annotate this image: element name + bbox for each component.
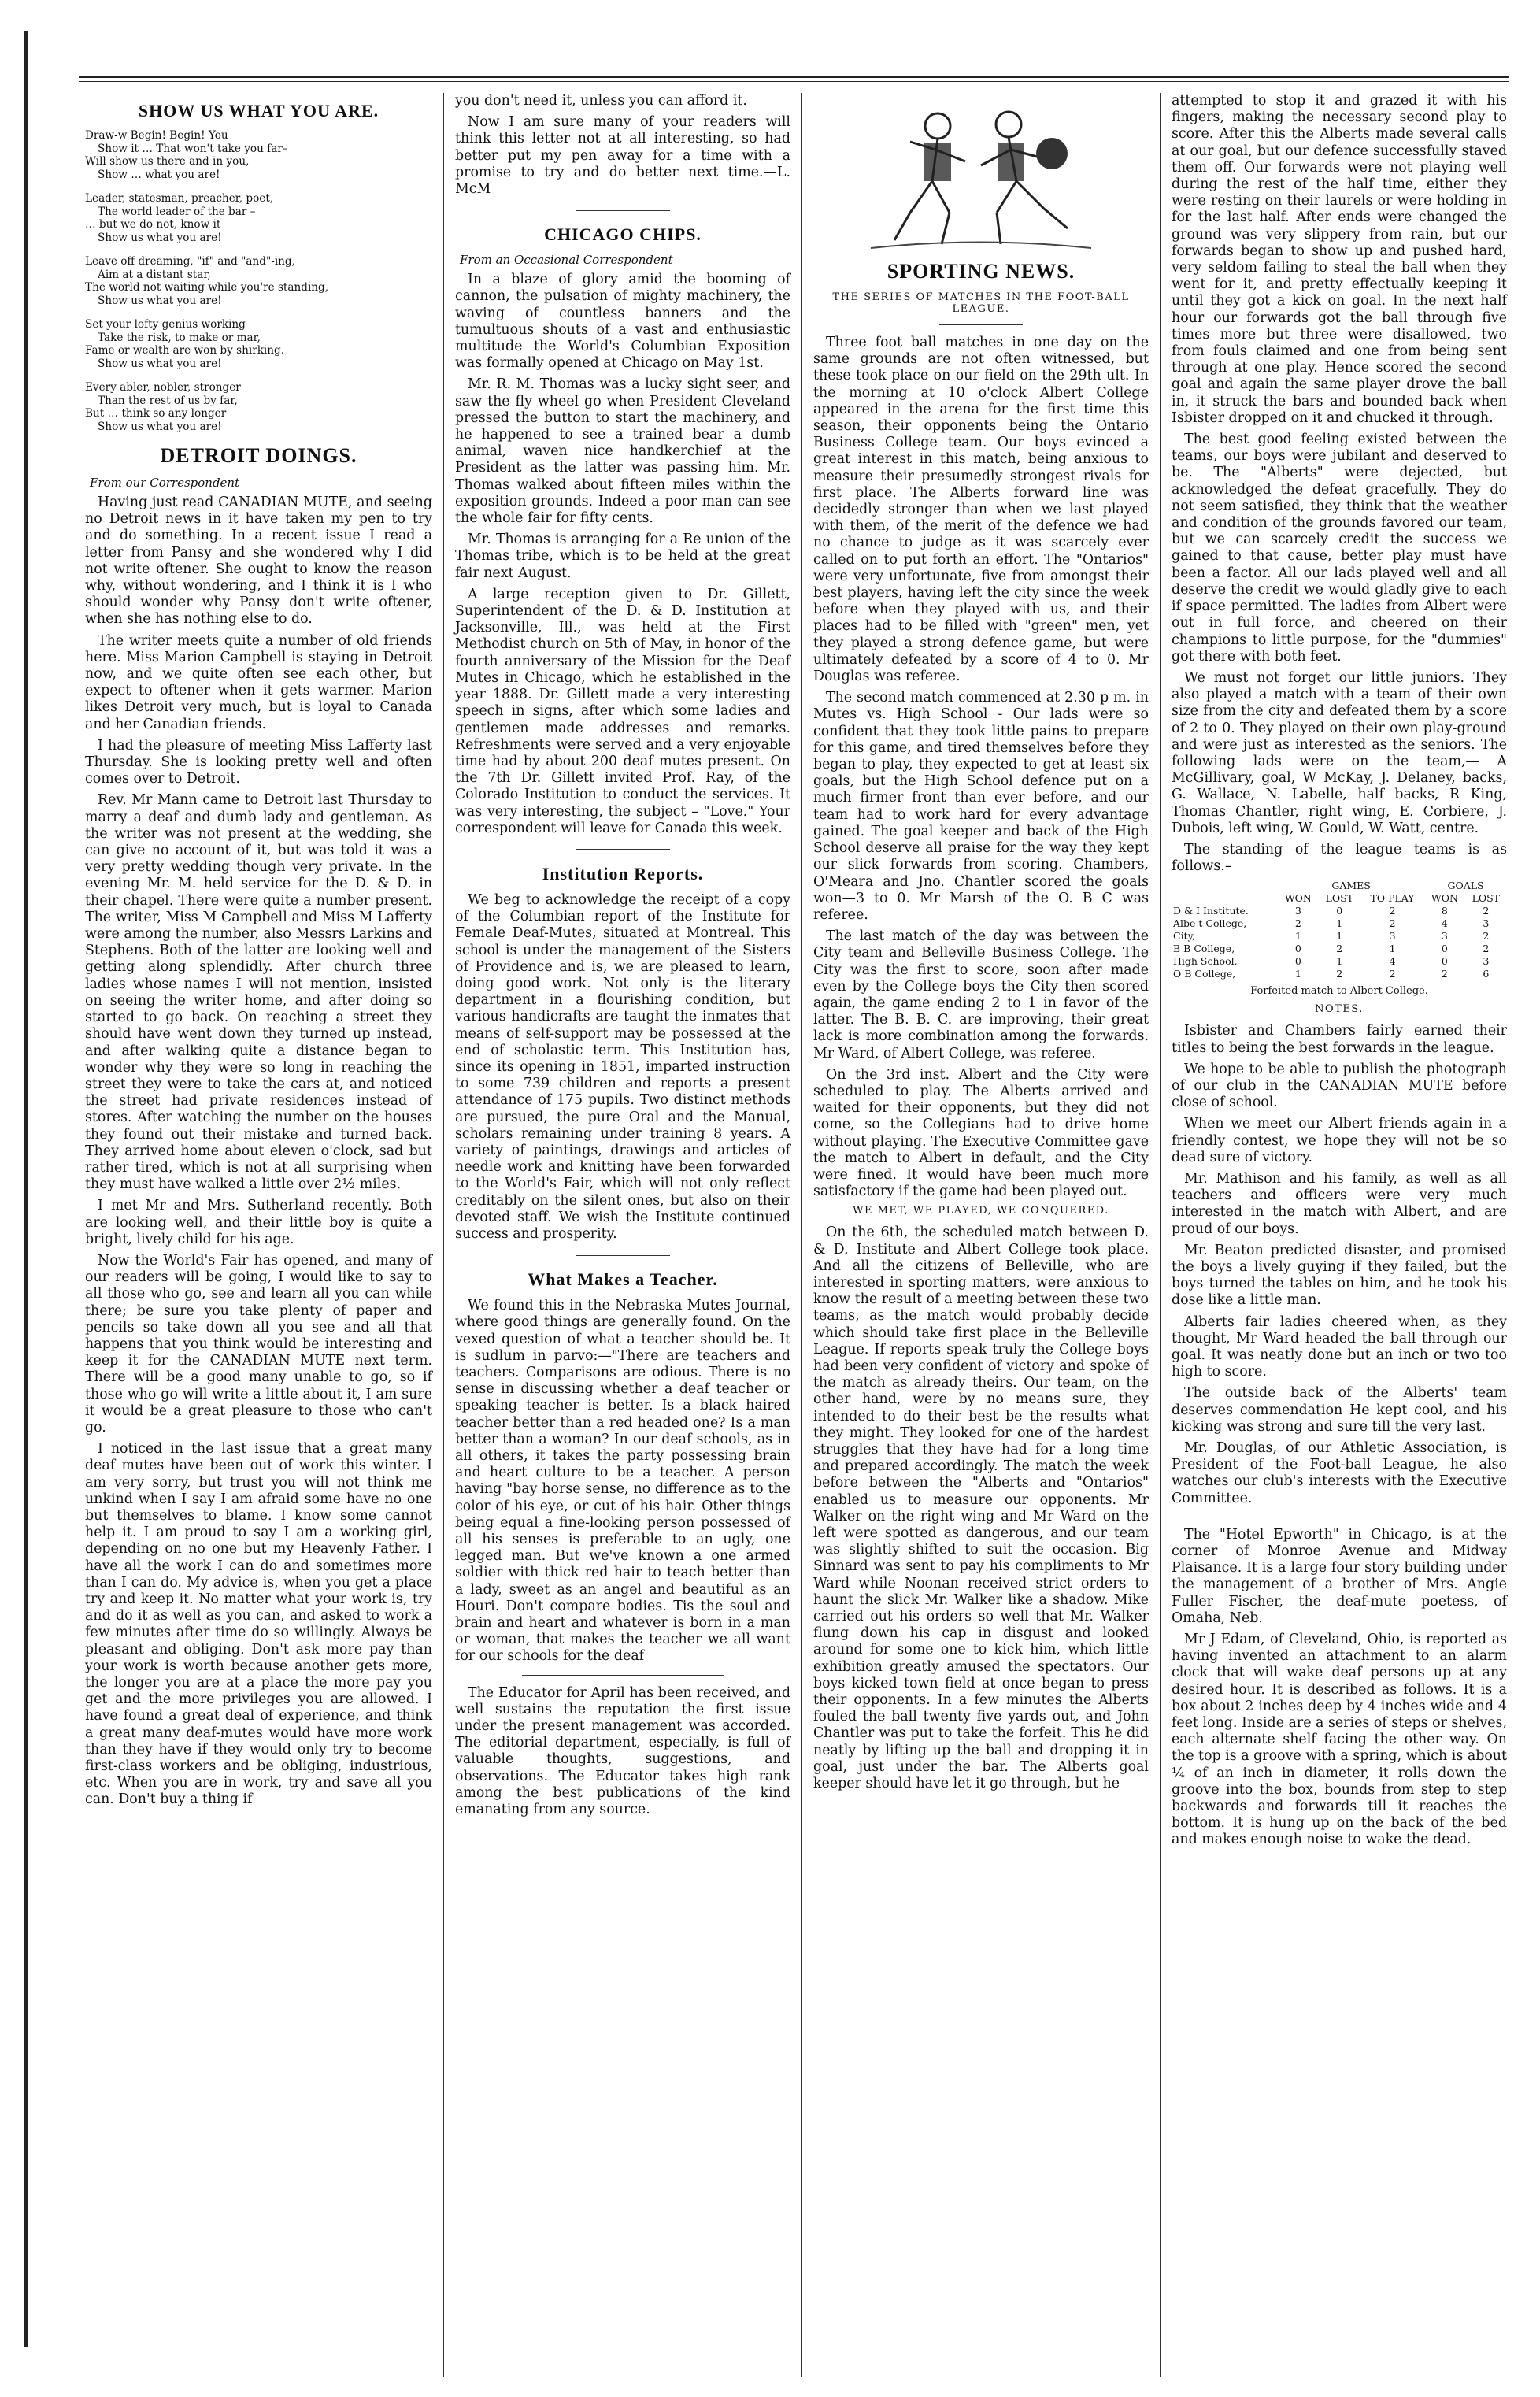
poem-line: Every abler, nobler, stronger bbox=[85, 381, 241, 394]
table-cell: 3 bbox=[1441, 930, 1448, 943]
poem-line: The world not waiting while you're standing, bbox=[85, 281, 329, 294]
team-name-cell: O B College, bbox=[1173, 968, 1236, 980]
poem-line: Set your lofty genius working bbox=[85, 318, 246, 331]
table-cell: 2 bbox=[1389, 968, 1396, 980]
column-3 bbox=[801, 93, 1160, 2377]
article-paragraph: I met Mr and Mrs. Sutherland recently. Both are looking well, and their little boy is quite a bright, lively child for his age. bbox=[85, 1198, 432, 1247]
poem-stanza bbox=[85, 129, 432, 181]
table-cell: 0 bbox=[1294, 955, 1301, 968]
poem-line: Leave off dreaming, "if" and "and"-ing, bbox=[85, 255, 295, 268]
article-paragraph: Isbister and Chambers fairly earned their titles to being the best forwards in the league. bbox=[1172, 1023, 1507, 1056]
section-separator bbox=[455, 842, 790, 856]
institution-title: Institution Reports. bbox=[542, 863, 704, 884]
article-paragraph: Alberts fair ladies cheered when, as they thought, Mr Ward headed the ball through our goal. It was neatly done but an inch or two too high to score. bbox=[1172, 1313, 1507, 1380]
article-paragraph: We found this in the Nebraska Mutes Journal, where good things are generally found. On the vexed question of what a teacher should be. It is sudlum in parvo:—"There are teachers and teachers. Comparisons are odious. There is no sense in discussing whether a deaf teacher or speaking teacher is better. Is a black haired teacher better than a red headed one? Is a man better than a woman? In our deaf schools, as in all others, it takes the party possessing brain and heart culture to be a teacher. A person having "bay horse sense, no difference as to the color of his eye, or cut of his hair. Other things being equal a fine-looking person possessed of all his senses is preferable to an ugly, one legged man. But we've known a one armed soldier with thick red hair to teach better than a lady, sweet as an angel and beautiful as an Houri. Don't compare bodies. Tis the soul and brain and heart and whatever is born in a man or woman, that makes the teacher we all want for our schools for the deaf bbox=[455, 1298, 790, 1665]
table-cell: 1 bbox=[1294, 968, 1301, 980]
article-paragraph: On the 6th, the scheduled match between D. & D. Institute and Albert College took place. And all the citizens of Belleville, who are interested in sporting matters, were anxious to know the result of a meeting between these two teams, as the match would probably decide which should take first place in the Belleville League. If reports speak truly the College boys had been very confident of victory and spoke of the match as already theirs. Our team, on the other hand, were by no means sure, they intended to do their best be the results what they might. They looked for one of the hardest struggles that they have had for a long time and prepared accordingly. The match the week before between the "Alberts and "Ontarios" enabled us to measure our opponents. Mr Walker on the right wing and Mr Ward on the left were spotted as dangerous, and our team was slightly shifted to suit the occasion. Big Sinnard was sent to pay his compliments to Mr Ward while Noonan received strict orders to haunt the slick Mr. Walker like a shadow. Mike carried out his orders so well that Mr. Walker flung down his cap in disgust and looked around for some one to kick him, which little exhibition greatly amused the spectators. Our boys kicked town field at once began to press their opponents. In a few minutes the Alberts fouled the ball twenty five yards out, and John Chantler was put to take the forfeit. This he did neatly by lifting up the ball and dropping it in goal, just under the bar. The Alberts goal keeper should have let it go through, but he bbox=[813, 1224, 1149, 1792]
table-cell: 1 bbox=[1294, 930, 1301, 943]
team-name-cell: D & I Institute. bbox=[1173, 905, 1249, 917]
article-paragraph: The writer meets quite a number of old friends here. Miss Marion Campbell is staying in Detroit now, and we quite often see each other, but expect to oftener when it gets warmer. Marion likes Detroit very much, but is loyal to Canada and her Canadian friends. bbox=[85, 632, 432, 732]
article-paragraph: Mr. R. M. Thomas was a lucky sight seer, and saw the fly wheel go when President Cleveland pressed the button to start the machinery, and he happened to see a trained bear a dumb animal, waven nice handkerchief at the President as the latter was passing him. Mr. Thomas walked about fifteen miles within the exposition grounds. Indeed a poor man can see the whole fair for fifty cents. bbox=[455, 376, 790, 527]
league-standings-table bbox=[1172, 880, 1507, 980]
article-paragraph: I had the pleasure of meeting Miss Lafferty last Thursday. She is looking pretty well and often comes over to Detroit. bbox=[85, 737, 432, 787]
poem-stanza bbox=[85, 381, 432, 433]
article-paragraph: you don't need it, unless you can afford it. bbox=[455, 93, 747, 109]
table-header: WON bbox=[1431, 892, 1458, 905]
header-rule bbox=[79, 76, 1509, 78]
table-cell: 8 bbox=[1441, 905, 1448, 917]
page-edge-rule bbox=[24, 31, 28, 2347]
table-cell: 3 bbox=[1483, 917, 1490, 930]
column-4 bbox=[1160, 93, 1518, 2377]
table-cell: 2 bbox=[1483, 930, 1490, 943]
article-paragraph: The last match of the day was between the City team and Belleville Business College. The City was the first to score, soon after made even by the College boys the City then scored again, the game ending 2 to 1 in favor of the latter. The B. B. C. are improving, their great lack is more combination among the forwards. Mr Ward, of Albert College, was referee. bbox=[813, 928, 1149, 1061]
table-cell: 6 bbox=[1483, 968, 1490, 980]
table-cell: 3 bbox=[1294, 905, 1301, 917]
section-separator bbox=[522, 1675, 724, 1676]
section-separator bbox=[455, 202, 790, 217]
poem-line: Take the risk, to make or mar, bbox=[98, 331, 261, 344]
article-paragraph: The best good feeling existed between the teams, our boys were jubilant and deserved to be. The "Alberts" were dejected, but acknowledged the defeat gracefully. They do not seem satisfied, they think that the weather and condition of the grounds favored our team, but we can scarcely credit the success we gained to that cause, better play must have been a factor. All our lads played well and all deserve the credit we would gladly give to each if space permitted. The ladies from Albert were out in full force, and cheered on their champions to little purpose, for the "dummies" got there with both feet. bbox=[1172, 432, 1507, 665]
chicago-byline: From an Occasional Correspondent bbox=[460, 253, 673, 268]
poem-line: Show us what you are! bbox=[98, 420, 222, 433]
table-row bbox=[1172, 955, 1507, 968]
article-paragraph: Having just read CANADIAN MUTE, and seeing no Detroit news in it have taken my pen to try and do something. In a recent issue I read a letter from Pansy and she wondered why I did not write oftener. She ought to know the reason why, without wondering, and I think it is I who should wonder why Pansy don't write oftener, when she has nothing else to do. bbox=[85, 495, 432, 628]
article-paragraph: The standing of the league teams is as follows.– bbox=[1172, 841, 1507, 875]
article-paragraph: A large reception given to Dr. Gillett, Superintendent of the D. & D. Institution at Jacksonville, Ill., was held at the First Methodist church on 5th of May, in honor of the fourth anniversary of the Mission for the Deaf Mutes in Chicago, which he established in the year 1888. Dr. Gillett made a very interesting speech in signs, after which some ladies and gentlemen made addresses and remarks. Refreshments were served and a very enjoyable time had by about 200 deaf mutes present. On the 7th Dr. Gillett invited Prof. Ray, of the Colorado Institution to conduct the services. It was very interesting, the subject – "Love." Your correspondent will leave for Canada this week. bbox=[455, 586, 790, 836]
poem-stanza bbox=[85, 192, 432, 244]
table-cell: 4 bbox=[1441, 917, 1448, 930]
poem-stanza bbox=[85, 255, 432, 307]
article-paragraph: In a blaze of glory amid the booming of cannon, the pulsation of mighty machinery, the waving of countless banners and the tumultuous shouts of a vast and enthusiastic multitude the World's Columbian Exposition was formally opened at Chicago on May 1st. bbox=[455, 272, 790, 372]
team-name-cell: Albe t College, bbox=[1173, 917, 1247, 930]
article-paragraph: I noticed in the last issue that a great many deaf mutes have been out of work this winter. I am very sorry, but trust you will not think me unkind when I say I am afraid some have no one but themselves to blame. I know some cannot help it. I am proud to say I am a working girl, depending on no one but my Heavenly Father. I have all the work I can do and sometimes more than I can do. My advice is, when you get a place try and keep it. No matter what your work is, try and do it as well as you can, and asked to work a few minutes after time do so willingly. Always be pleasant and obliging. Don't ask more pay than your work is worth because another gets more, the longer you are at a place the more pay you get and the more privileges you are allowed. I have found a great deal of experience, and think a great many deaf-mutes would have more work than they have if they would only try to become first-class workers and be obliging, industrious, etc. When you are in work, try and save all you can. Don't buy a thing if bbox=[85, 1441, 432, 1808]
article-paragraph: Three foot ball matches in one day on the same grounds are not often witnessed, but these took place on our field on the 29th ult. In the morning at 10 o'clock Albert College appeared in the arena for the first time this season, their opponents being the Ontario Business College team. Our boys evinced a great interest in this match, being anxious to measure their presumedly strongest rivals for first place. The Alberts forward line was decidedly stronger than when we last played with them, of the merit of the defence we had no chance to judge as it was scarcely ever called on to put forth an effort. The "Ontarios" were very unfortunate, five from amongst their best players, having left the city since the week before when they played with us, and their places had to be filled with "green" men, yet they played a strong defence game, but were ultimately defeated by a score of 4 to 0. Mr Douglas was referee. bbox=[813, 335, 1149, 685]
table-group-header: GOALS bbox=[1447, 880, 1484, 892]
notes-title: NOTES. bbox=[1315, 1003, 1364, 1016]
article-paragraph: Mr. Mathison and his family, as well as all teachers and officers were very much interested in the match with Albert, and are proud of our boys. bbox=[1172, 1170, 1507, 1237]
table-header: TO PLAY bbox=[1370, 892, 1415, 905]
article-paragraph: The Educator for April has been received, and well sustains the reputation the first issue under the present management was accorded. The editorial department, especially, is full of valuable thoughts, suggestions, and observations. The Educator takes high rank among the best publications of the kind emanating from any source. bbox=[455, 1684, 790, 1818]
table-cell: 0 bbox=[1441, 943, 1448, 955]
article-paragraph: Mr. Thomas is arranging for a Re union of the Thomas tribe, which is to be held at the great fair next August. bbox=[455, 532, 790, 581]
article-paragraph: Mr. Beaton predicted disaster, and promised the boys a lively guying if they failed, but the boys turned the tables on him, and he took his dose like a little man. bbox=[1172, 1242, 1507, 1309]
article-paragraph: The outside back of the Alberts' team deserves commendation He kept cool, and his kicking was strong and sure till the very last. bbox=[1172, 1385, 1507, 1435]
table-cell: 1 bbox=[1389, 943, 1396, 955]
poem-title: SHOW US WHAT YOU ARE. bbox=[138, 101, 379, 120]
table-cell: 0 bbox=[1336, 905, 1343, 917]
poem-line: … but we do not, know it bbox=[85, 218, 221, 231]
table-cell: 4 bbox=[1389, 955, 1396, 968]
article-paragraph: Mr J Edam, of Cleveland, Ohio, is reported as having invented an attachment to an alarm clock that will wake deaf persons up at any desired hour. It is described as follows. It is a box about 2 inches deep by 4 inches wide and 4 feet long. Inside are a series of steps or shelves, each alternate shelf facing the other way. On the top is a groove with a spring, which is about ¼ of an inch in diameter, it rolls down the groove into the box, bounds from step to step backwards and forwards till it reaches the bottom. It is hung up on the back of the bed and makes enough noise to wake the dead. bbox=[1172, 1632, 1507, 1848]
article-paragraph: On the 3rd inst. Albert and the City were scheduled to play. The Alberts arrived and waited for their opponents, but they did not come, so the Collegians had to drive home without playing. The Executive Committee gave the match to Albert in default, and the City were fined. It would have been much more satisfactory if the game had been played out. bbox=[813, 1066, 1149, 1200]
table-cell: 1 bbox=[1336, 930, 1343, 943]
poem-line: Will show us there and in you, bbox=[85, 155, 250, 168]
article-paragraph: Now I am sure many of your readers will think this letter not at all interesting, so had better put my pen away for a time with a promise to try and do better next time.—L. McM bbox=[455, 114, 790, 198]
header-rule-thin bbox=[79, 81, 1509, 82]
poem bbox=[85, 129, 432, 433]
football-players-illustration bbox=[863, 94, 1099, 252]
section-separator bbox=[939, 324, 1024, 325]
poem-stanza bbox=[85, 318, 432, 370]
section-separator bbox=[455, 1247, 790, 1261]
table-cell: 2 bbox=[1336, 968, 1343, 980]
poem-line: The world leader of the bar – bbox=[98, 205, 256, 218]
team-name-cell: High School, bbox=[1173, 955, 1238, 968]
article-paragraph: Rev. Mr Mann came to Detroit last Thursday to marry a deaf and dumb lady and gentleman. As the writer was not present at the wedding, she can give no account of it, but was told it was a very pretty wedding though very private. In the evening Mr. M. held service for the D. & D. in their chapel. There were quite a number present. The writer, Miss M Campbell and Miss M Lafferty were among the number, also Messrs Larkins and Stephens. Both of the latter are looking well and getting along splendidly. After church three ladies whose names I will not mention, insisted on seeing the writer home, and after doing so started to go back. On reaching a street they should have went down they turned up instead, and after walking quite a distance began to wonder why they were so long in reaching the street they were to take the cars at, and noticed the street had private residences instead of stores. After watching the number on the houses they found out their mistake and turned back. They arrived home about eleven o'clock, sad but rather tired, which is not at all surprising when they must have walked a little over 2½ miles. bbox=[85, 792, 432, 1193]
column-2 bbox=[443, 93, 801, 2377]
table-cell: 2 bbox=[1294, 917, 1301, 930]
team-name-cell: City, bbox=[1173, 930, 1195, 943]
article-paragraph: We must not forget our little juniors. They also played a match with a team of their own size from the city and defeated them by a score of 2 to 0. They played on their own play-ground and were just as interested as the seniors. The following lads were on the team,— A McGillivary, goal, W McKay, J. Delaney, backs, G. Wallace, N. Labelle, half backs, R King, Thomas Chantler, right wing, E. Corbiere, J. Dubois, left wing, W. Gould, W. Watt, centre. bbox=[1172, 669, 1507, 836]
team-name-cell: B B College, bbox=[1173, 943, 1235, 955]
poem-line: Than the rest of us by far, bbox=[98, 394, 238, 407]
table-footnote: Forfeited match to Albert College. bbox=[1250, 985, 1428, 998]
article-paragraph: attempted to stop it and grazed it with his fingers, making the necessary second play to score. After this the Alberts made several calls at our goal, but our defence successfully staved them off. Our forwards were not playing well during the rest of the half time, either they were resting on their laurels or were holding in for the last half. After ends were changed the ground was very slippery from rain, but our forwards began to show up and pushed hard, very seldom failing to steal the ball when they went for it, and pretty effectually keeping it until they got a kick on goal. In the next half hour our forwards got the ball through five times more but three were disallowed, two from fouls claimed and one from being sent through at one play. Hence scored the second goal and again the same player drove the ball in, it struck the bars and bounded back when Isbister dropped on it and chucked it through. bbox=[1172, 93, 1507, 426]
table-cell: 0 bbox=[1441, 955, 1448, 968]
table-cell: 2 bbox=[1483, 905, 1490, 917]
table-header: LOST bbox=[1472, 892, 1501, 905]
table-cell: 2 bbox=[1389, 917, 1396, 930]
table-header: LOST bbox=[1325, 892, 1353, 905]
table-cell: 3 bbox=[1483, 955, 1490, 968]
table-cell: 2 bbox=[1336, 943, 1343, 955]
poem-line: Show us what you are! bbox=[98, 294, 222, 307]
poem-line: Show us what you are! bbox=[98, 231, 222, 244]
newspaper-columns bbox=[85, 93, 1518, 2377]
table-row bbox=[1172, 905, 1507, 917]
table-cell: 3 bbox=[1389, 930, 1396, 943]
table-group-header: GAMES bbox=[1331, 880, 1371, 892]
table-cell: 1 bbox=[1336, 955, 1343, 968]
table-cell: 2 bbox=[1483, 943, 1490, 955]
poem-line: Draw-w Begin! Begin! You bbox=[85, 129, 228, 142]
table-row bbox=[1172, 943, 1507, 955]
table-row bbox=[1172, 917, 1507, 930]
poem-line: Fame or wealth are won by shirking. bbox=[85, 344, 285, 357]
chicago-title: CHICAGO CHIPS. bbox=[544, 224, 702, 245]
article-paragraph: When we meet our Albert friends again in a friendly contest, we hope they will not be so dead sure of victory. bbox=[1172, 1116, 1507, 1165]
poem-line: Show it … That won't take you far– bbox=[98, 142, 288, 155]
table-header: WON bbox=[1284, 892, 1312, 905]
sporting-subheading: WE MET, WE PLAYED, WE CONQUERED. bbox=[853, 1205, 1109, 1217]
sporting-title: SPORTING NEWS. bbox=[887, 260, 1075, 283]
table-cell: 1 bbox=[1336, 917, 1343, 930]
poem-line: Aim at a distant star, bbox=[98, 268, 211, 281]
article-paragraph: We hope to be able to publish the photograph of our club in the CANADIAN MUTE before close of school. bbox=[1172, 1061, 1507, 1111]
article-paragraph: The second match commenced at 2.30 p m. in Mutes vs. High School - Our lads were so confident that they took little pains to prepare for this game, and tired themselves before they began to play, they expected to get at least six goals, but the High School defence put on a much firmer front than ever before, and our team had to work hard for every advantage gained. The goal keeper and back of the High School deserve all praise for the way they kept our slick forwards from scoring. Chambers, O'Meara and Jno. Chantler scored the goals won—3 to 0. Mr Marsh of the O. B C was referee. bbox=[813, 690, 1149, 923]
table-cell: 2 bbox=[1441, 968, 1448, 980]
article-paragraph: Now the World's Fair has opened, and many of our readers will be going, I would like to say to all those who go, see and learn all you can while there; be sure you take plenty of paper and pencils so take down all you see and all that happens that you think would be interesting and keep it for the CANADIAN MUTE next term. There will be a good many unable to go, so if those who go will write a little about it, I am sure it would be a great pleasure to those who can't go. bbox=[85, 1252, 432, 1436]
poem-line: Leader, statesman, preacher, poet, bbox=[85, 192, 274, 205]
poem-line: But … think so any longer bbox=[85, 407, 227, 420]
detroit-byline: From our Correspondent bbox=[90, 476, 240, 490]
table-row bbox=[1172, 930, 1507, 943]
article-paragraph: We beg to acknowledge the receipt of a copy of the Columbian report of the Institute for Female Deaf-Mutes, situated at Montreal. This school is under the management of the Sisters of Providence and is, we are pleased to learn, doing good work. Not only is the literary department in a flourishing condition, but various handicrafts are taught the inmates that means of self-support may be possessed at the end of scholastic term. This Institution has, since its opening in 1851, imparted instruction to some 739 children and reports a present attendance of 175 pupils. Two distinct methods are pursued, the pure Oral and the Manual, scholars remaining under training 8 years. A variety of paintings, drawings and articles of needle work and knitting have been forwarded to the World's Fair, which will not only reflect creditably on the silent ones, but also on their devoted staff. We wish the Institute continued success and prosperity. bbox=[455, 891, 790, 1242]
teacher-title: What Makes a Teacher. bbox=[528, 1269, 718, 1290]
table-cell: 2 bbox=[1389, 905, 1396, 917]
sporting-subtitle: THE SERIES OF MATCHES IN THE FOOT-BALL LEAGUE. bbox=[832, 291, 1130, 315]
article-paragraph: Mr. Douglas, of our Athletic Association, is President of the Foot-ball League, he also watches our club's interests with the Executive Committee. bbox=[1172, 1440, 1507, 1506]
poem-line: Show … what you are! bbox=[98, 168, 220, 181]
table-cell: 0 bbox=[1294, 943, 1301, 955]
poem-line: Show us what you are! bbox=[98, 357, 222, 370]
article-paragraph: The "Hotel Epworth" in Chicago, is at the corner of Monroe Avenue and Midway Plaisance. It is a large four story building under the management of a brother of Mrs. Angie Fuller Fischer, the deaf-mute poetess, of Omaha, Neb. bbox=[1172, 1526, 1507, 1626]
table-row bbox=[1172, 968, 1507, 980]
detroit-title: DETROIT DOINGS. bbox=[160, 444, 357, 467]
column-1 bbox=[85, 93, 443, 2377]
